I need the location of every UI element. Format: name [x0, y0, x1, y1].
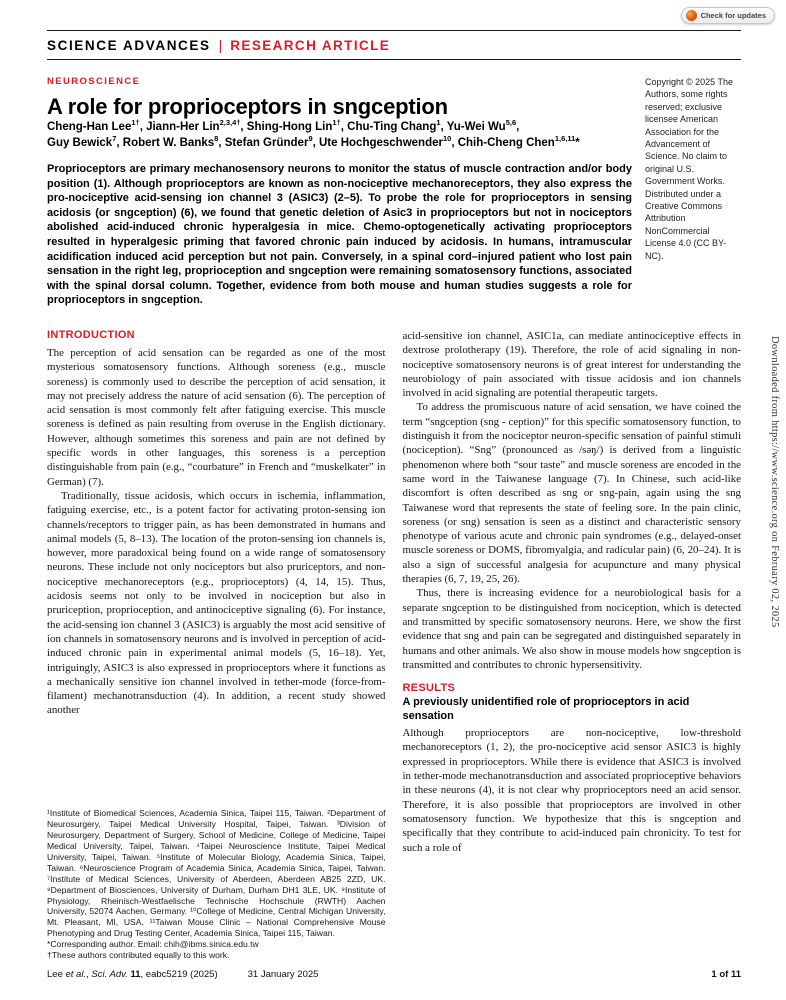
- intro-paragraph-1: The perception of acid sensation can be regarded as one of the most mysterious somatosensory functions. Although soreness (e.g., muscle soreness) is commonly used to describe the perception of acid sensation, it may not precisely address the nature of acid sensation (6). The perception of acid sensation is most commonly felt after fatiguing exercise. This muscle soreness is defined as pain resulting from overuse in the English dictionary. However, although sometimes this soreness and pain are not defined by specific words in other languages, this soreness is a perception distinguishable from pain (e.g., “courbature” in French and “muskelkater” in German) (7).: [47, 347, 386, 488]
- article-header-main: [47, 76, 632, 308]
- page-number: 1 of 11: [711, 969, 741, 980]
- results-heading: RESULTS: [402, 682, 456, 695]
- intro-paragraph-4: Thus, there is increasing evidence for a neurobiological basis for a separate sngception to be distinguished from nociception, which is detected and transmitted by specific somatosensory neurons. Here, we show the first evidence that sng and pain can be segregated and distinguished separately in humans and other animals. We also show in mouse models how sngception is transmitted and contributes to chronic hypersensitivity.: [402, 587, 741, 671]
- masthead-separator: |: [218, 37, 223, 53]
- page-title: A role for proprioceptors in sngception: [47, 94, 448, 119]
- masthead: [47, 30, 741, 60]
- authors-line-2: Guy Bewick$^7$, Robert W. Banks$^8$, Stefan Gründer$^9$, Ute Hochgeschwender$^{10}$, Chih-Cheng Chen$^{1,6,11}$*: [47, 133, 580, 149]
- check-for-updates-label: Check for updates: [700, 11, 766, 20]
- check-for-updates-badge[interactable]: [681, 7, 775, 24]
- downloaded-from-watermark: Downloaded from https://www.science.org on February 02, 2025: [769, 336, 780, 628]
- corresponding-author-email-link[interactable]: chih@ibms.sinica.edu.tw: [164, 939, 259, 950]
- article-type-label: RESEARCH ARTICLE: [230, 37, 391, 53]
- crossmark-icon: [686, 10, 697, 21]
- abstract: Proprioceptors are primary mechanosensory neurons to monitor the status of muscle contraction and/or body position (1). Although proprioceptors are known as non-nociceptive mechanoreceptors, they also express the pro-nociceptive acid-sensing ion channel 3 (ASIC3) (2–5). To probe the role for proprioceptors in sensing acidosis (or sngception) (6), we found that genetic deletion of Asic3 in proprioceptors but not in nociceptors abolished acid-induced chronic hyperalgesia in mice. Chemo-optogenetically activating proprioceptors resulted in hyperalgesic priming that favored chronic pain induced by acidosis. In humans, intramuscular acidification induced acid perception but not pain. Conversely, in a spinal cord–injured patient who lost pain sensation in the right leg, proprioception and sngception were remaining somatosensory functions, associated with the spinal dorsal column. Together, evidence from both mouse and human studies suggests a role for proprioceptors in sngception.: [47, 163, 632, 307]
- copyright-notice: Copyright © 2025 The Authors, some rights reserved; exclusive licensee American Association for the Advancement of Science. No claim to original U.S. Government Works. Distributed under a Creative Commons Attribution NonCommercial License 4.0 (CC BY-NC).: [645, 77, 734, 261]
- column-right: [403, 329, 742, 961]
- page-footer: [47, 969, 741, 980]
- corresponding-author-prefix: *Corresponding author. Email:: [47, 939, 165, 950]
- intro-paragraph-3: To address the promiscuous nature of acid sensation, we have coined the term “sngception (sng - ception)” for this specific somatosensory function, to distinguish it from the nociceptor neuron-specific sensation of painful stimuli (nociception). “Sng” (pronounced as /səŋ/) is derived from a linguistic phenomenon where both “sour taste” and muscle soreness are encoded in the same word in the Taiwanese language (7). In Chinese, such acid-like discomfort is often described as sng or sng-pain, again using the sng Taiwanese word that represents the state of feeling sore. In the pain clinic, soreness (or sng) sensation is seen as a distinct and characteristic sensory phenotype of various acute and chronic pain syndromes (e.g., delayed-onset muscle soreness or DOMS, fibromyalgia, and radicular pain) (6, 20–24). It is also a sign of successful analgesia for acupuncture and many physical therapies (6, 7, 19, 25, 26).: [402, 401, 741, 586]
- introduction-heading: INTRODUCTION: [47, 329, 135, 341]
- corresponding-author-note: [47, 939, 386, 950]
- affiliations-note: ¹Institute of Biomedical Sciences, Academia Sinica, Taipei 115, Taiwan. ²Department of Neurosurgery, Taipei Medical University Hospital, Taipei, Taiwan. ³Division of Neurosurgery, Department of Surgery, School of Medicine, College of Medicine, Taipei Medical University, Taipei, Taiwan. ⁴Taipei Neuroscience Institute, Taipei Medical University, Taipei, Taiwan. ⁵Institute of Molecular Biology, Academia Sinica, Taipei, Taiwan. ⁶Neuroscience Program of Academia Sinica, Academia Sinica, Taipei, Taiwan. ⁷Institute of Medical Sciences, University of Aberdeen, Aberdeen AB25 2ZD, UK. ⁸Department of Biosciences, University of Durham, Durham DH1 3LE, UK. ⁹Institute of Physiology, Rheinisch-Westfaelische Technische Hochschule (RWTH) Aachen University, 52074 Aachen, Germany. ¹⁰College of Medicine, Central Michigan University, Mt. Pleasant, MI, USA. ¹¹Taiwan Mouse Clinic – National Comprehensive Mouse Phenotyping and Drug Testing Center, Academia Sinica, Taipei 115, Taiwan.: [47, 808, 386, 939]
- section-label: NEUROSCIENCE: [47, 76, 141, 87]
- results-paragraph-1: Although proprioceptors are non-nociceptive, low-threshold mechanoreceptors (1, 2), the pro-nociceptive acid sensor ASIC3 is highly expressed in proprioceptors. While there is evidence that ASIC3 is involved in tether-mode mechanotransduction and associated proprioceptive behaviors in these neurons (4), it is not clear why proprioceptors need an acid sensor. Therefore, it is also possible that proprioceptors are involved in other somatosensory function. We hypothesize that this is sngception and specifically that they contribute to acid-induced pain chronicity. To test for such a role of: [402, 727, 741, 854]
- body-columns: [47, 329, 741, 961]
- footnotes: [47, 800, 386, 961]
- equal-contribution-note: †These authors contributed equally to this work.: [47, 950, 230, 961]
- journal-name: SCIENCE ADVANCES: [47, 37, 211, 53]
- column-left: [47, 329, 386, 961]
- intro-paragraph-2-continued: acid-sensitive ion channel, ASIC1a, can mediate antinociceptive effects in dextrose prolotherapy (19). Therefore, the role of acid signaling in non-nociceptive somatosensory neurons is of great interest for understanding the neurobiology of pain associated with tissue acidosis and ion channels involved in acid signaling are potential therapeutic targets.: [402, 330, 741, 400]
- article-header: [47, 76, 741, 308]
- authors-line-1: Cheng-Han Lee$^{1\dagger}$, Jiann-Her Lin$^{2,3,4\dagger}$, Shing-Hong Lin$^{1\dagger}$, Chu-Ting Chang$^1$, Yu-Wei Wu$^{5,6}$,: [47, 118, 520, 133]
- intro-paragraph-2: Traditionally, tissue acidosis, which occurs in ischemia, inflammation, fatiguing exercise, etc., is a potent factor for activating proton-sensing ion channels/receptors to trigger pain, as has been demonstrated in humans and animal models (5, 8–13). The location of the proton-sensing ion channels is, however, more paradoxical being found on a wide range of somatosensory neurons. These include not only nociceptors but also pruriceptors, and non-nociceptive mechanoreceptors (e.g., proprioceptors) (4, 14, 15). Thus, acidosis seems not only to be involved in nociception but also in pruriception, proprioception, and antinociceptive signaling (6). For instance, the acid-sensing ion channel 3 (ASIC3) is arguably the most acid sensitive of ion channels in somatosensory neurons and is involved in perception of acid-induced chronic pain in experimental animal models (5, 16–18). Yet, intriguingly, ASIC3 is also expressed in proprioceptors where it functions as a mechanically sensitive ion channel involved in tether-mode (force-from-filament) mechanotransduction (4). In addition, a recent study showed another: [47, 489, 386, 717]
- footer-citation: Lee et al., Sci. Adv. 11, eabc5219 (2025): [47, 969, 218, 980]
- results-subheading: A previously unidentified role of proprioceptors in acid sensation: [402, 696, 690, 722]
- footer-date: 31 January 2025: [247, 969, 319, 980]
